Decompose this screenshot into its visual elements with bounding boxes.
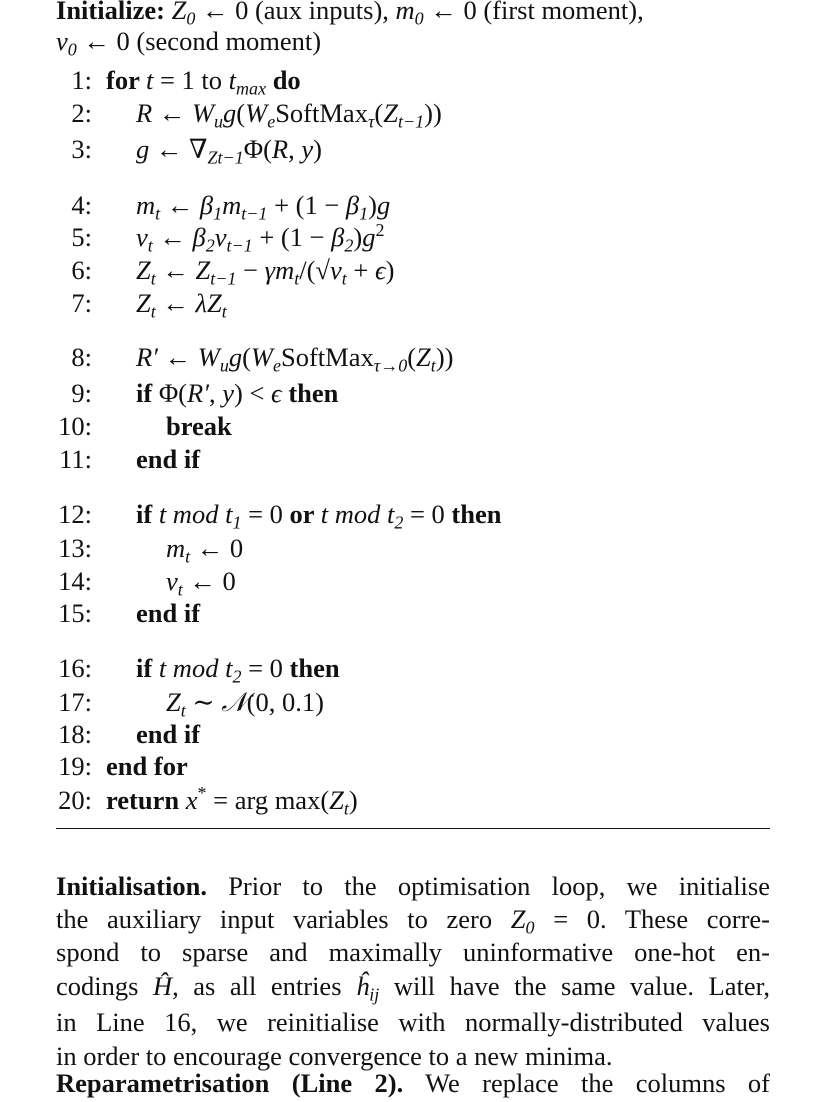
- line-number: 15:: [58, 598, 92, 628]
- math-symbol: W: [250, 342, 273, 372]
- math-symbol: ϵ: [374, 255, 386, 285]
- text: ←: [155, 255, 196, 285]
- text: ∼: [185, 687, 222, 717]
- subscript: t: [430, 355, 436, 376]
- math-symbol: Z: [416, 342, 431, 372]
- text: ): [368, 190, 377, 220]
- algorithm-line: [136, 340, 453, 374]
- math-symbol: t mod t: [158, 499, 233, 529]
- text: ): [353, 222, 363, 252]
- math-symbol: R′: [136, 342, 158, 372]
- line-number: 20:: [58, 785, 92, 815]
- math-symbol: R′: [187, 378, 209, 408]
- subscript: u: [214, 111, 224, 132]
- text: ← 0: [190, 533, 244, 563]
- keyword: if: [136, 653, 159, 683]
- math-symbol: β: [331, 222, 345, 252]
- subscript: 1: [213, 203, 223, 224]
- text: −: [236, 255, 265, 285]
- subscript: 2: [394, 512, 404, 533]
- text: spond to sparse and maximally uninformative one-hot en-: [56, 937, 770, 967]
- text: Prior to the optimisation loop, we initialise: [206, 871, 770, 901]
- text: ←: [160, 190, 200, 220]
- superscript: 2: [375, 220, 385, 241]
- text: Φ(: [243, 134, 272, 164]
- math-symbol: Z: [171, 0, 187, 25]
- text: ←: [155, 288, 196, 318]
- math-symbol: Z: [383, 98, 398, 128]
- math-symbol: β: [199, 190, 214, 220]
- subscript: 2: [205, 235, 215, 256]
- text: (: [374, 98, 384, 128]
- subscript: t: [341, 268, 347, 289]
- algorithm-line: [136, 596, 200, 630]
- subscript: t−1: [210, 268, 237, 289]
- text: ): [385, 255, 395, 285]
- text: = 0: [241, 499, 290, 529]
- text: ← ∇: [149, 134, 208, 164]
- math-symbol: R: [271, 134, 289, 164]
- algorithm-line: [166, 531, 243, 565]
- subscript: t: [180, 700, 186, 721]
- subscript: 0: [414, 8, 424, 29]
- subscript: t: [150, 301, 156, 322]
- line-number: 17:: [58, 687, 92, 717]
- math-symbol: Z: [136, 255, 151, 285]
- keyword: end if: [136, 444, 201, 474]
- text: codings: [56, 971, 153, 1001]
- paragraph-line: [56, 969, 770, 1003]
- line-number: 14:: [58, 566, 92, 596]
- keyword: end for: [106, 751, 188, 781]
- text: in order to encourage convergence to a new minima.: [56, 1041, 613, 1071]
- text: in Line 16, we reinitialise with normally-distributed values: [56, 1007, 770, 1037]
- math-symbol: t mod t: [158, 653, 233, 683]
- math-symbol: Z: [329, 785, 344, 815]
- subscript: τ→0: [373, 355, 408, 376]
- line-number: 2:: [71, 98, 92, 128]
- math-symbol: Z: [195, 255, 211, 285]
- keyword: then: [289, 653, 340, 683]
- algorithm-line: [166, 564, 236, 598]
- math-symbol: v: [136, 222, 148, 252]
- math-symbol: v: [56, 26, 68, 56]
- line-number: 9:: [71, 378, 92, 408]
- keyword: or: [289, 499, 321, 529]
- subscript: t: [155, 203, 161, 224]
- math-symbol: t: [228, 65, 237, 95]
- line-number: 13:: [58, 533, 92, 563]
- subscript: e: [267, 111, 276, 132]
- math-symbol: λZ: [195, 288, 222, 318]
- subscript: max: [236, 78, 267, 99]
- subscript: 0: [525, 917, 535, 938]
- keyword: do: [266, 65, 301, 95]
- text: (: [242, 342, 251, 372]
- math-symbol: ĥ: [356, 971, 370, 1001]
- math-symbol: v: [166, 566, 178, 596]
- algorithm-line: [136, 220, 384, 254]
- text: (: [407, 342, 417, 372]
- math-symbol: v: [329, 255, 342, 285]
- math-symbol: m: [395, 0, 415, 25]
- subscript: t−1: [397, 111, 425, 132]
- text: /(√: [299, 255, 330, 285]
- math-symbol: g: [376, 190, 391, 220]
- subscript: u: [219, 355, 229, 376]
- math-symbol: Z: [166, 687, 181, 717]
- subscript: t: [185, 546, 191, 567]
- text: )): [424, 98, 442, 128]
- text: )): [435, 342, 454, 372]
- math-symbol: g: [362, 222, 376, 252]
- keyword: then: [281, 378, 339, 408]
- algorithm-line: [136, 376, 338, 410]
- text: + (1 −: [267, 190, 346, 220]
- keyword: end if: [136, 719, 201, 749]
- subscript: t−1: [241, 203, 268, 224]
- paragraph-line: [56, 902, 770, 936]
- text: + (1 −: [252, 222, 332, 252]
- math-symbol: β: [345, 190, 360, 220]
- text: ): [313, 134, 322, 164]
- math-symbol: t: [145, 65, 154, 95]
- subscript: 2: [344, 235, 354, 256]
- text: ← 0: [182, 566, 236, 596]
- paragraph-line: [56, 935, 770, 969]
- subscript: τ: [367, 111, 375, 132]
- text: ,: [288, 134, 302, 164]
- math-symbol: Z: [136, 288, 151, 318]
- line-number: 12:: [58, 499, 92, 529]
- math-symbol: 𝒩: [221, 687, 247, 717]
- text: SoftMax: [275, 98, 368, 128]
- keyword: return: [106, 785, 186, 815]
- line-number: 5:: [71, 222, 92, 252]
- algorithm-line: [136, 253, 394, 287]
- math-symbol: R: [136, 98, 153, 128]
- math-symbol: g: [228, 342, 243, 372]
- text: ← 0 (first moment),: [423, 0, 644, 25]
- subscript: t: [150, 268, 156, 289]
- text: = 1 to: [153, 65, 229, 95]
- algorithm-line: [106, 783, 358, 817]
- text: ,: [209, 378, 223, 408]
- text: = 0: [403, 499, 452, 529]
- algorithm-line: [136, 497, 502, 531]
- algorithm-line: [136, 132, 322, 166]
- math-symbol: Ĥ: [152, 971, 173, 1001]
- paragraph-line: [56, 1005, 770, 1039]
- paragraph-line: [56, 1066, 770, 1100]
- paragraph-line: [56, 869, 770, 903]
- subscript: 2: [232, 666, 242, 687]
- text: Φ(: [158, 378, 188, 408]
- text: +: [346, 255, 375, 285]
- text: (0, 0.1): [246, 687, 324, 717]
- line-number: 4:: [71, 190, 92, 220]
- line-number: 11:: [59, 444, 92, 474]
- line-number: 6:: [71, 255, 92, 285]
- algorithm-line: [136, 717, 200, 751]
- math-symbol: x: [185, 785, 198, 815]
- text: ← 0 (second moment): [76, 26, 322, 56]
- line-number: 10:: [58, 411, 92, 441]
- text: ←: [157, 342, 198, 372]
- text: ): [348, 785, 358, 815]
- superscript: *: [197, 783, 207, 804]
- algorithm-line: [106, 749, 188, 783]
- subscript: e: [272, 355, 281, 376]
- line-number: 7:: [71, 288, 92, 318]
- text: ← 0 (aux inputs),: [195, 0, 396, 25]
- algorithm-line: [136, 188, 390, 222]
- line-number: 3:: [71, 134, 92, 164]
- algorithm-line: [136, 96, 442, 130]
- keyword: Reparametrisation (Line 2).: [56, 1068, 404, 1098]
- math-symbol: β: [192, 222, 206, 252]
- keyword: Initialize:: [56, 0, 172, 25]
- initialize-line: [56, 24, 321, 58]
- algorithm-line: [166, 409, 232, 443]
- text: We replace the columns of: [403, 1068, 770, 1098]
- math-symbol: W: [191, 98, 215, 128]
- math-symbol: Z: [510, 904, 526, 934]
- math-symbol: m: [222, 190, 242, 220]
- math-symbol: m: [166, 533, 186, 563]
- subscript: t−1: [226, 235, 253, 256]
- keyword: then: [451, 499, 502, 529]
- algorithm-bottom-rule: [56, 828, 770, 829]
- subscript: 0: [67, 39, 77, 60]
- algorithm-line: [136, 442, 200, 476]
- text: = 0: [241, 653, 290, 683]
- subscript: t: [221, 301, 227, 322]
- keyword: break: [166, 411, 232, 441]
- subscript: 1: [359, 203, 369, 224]
- math-symbol: m: [136, 190, 156, 220]
- math-symbol: γm: [264, 255, 295, 285]
- keyword: if: [136, 378, 159, 408]
- subscript: 0: [186, 8, 196, 29]
- math-symbol: W: [245, 98, 268, 128]
- line-number: 18:: [58, 719, 92, 749]
- initialize-line: [56, 0, 644, 27]
- math-symbol: v: [214, 222, 227, 252]
- text: ←: [152, 222, 193, 252]
- subscript: 1: [232, 512, 242, 533]
- text: ←: [152, 98, 192, 128]
- line-number: 8:: [71, 342, 92, 372]
- math-symbol: y: [301, 134, 314, 164]
- line-number: 16:: [58, 653, 92, 683]
- math-symbol: t mod t: [320, 499, 395, 529]
- text: = arg max(: [206, 785, 330, 815]
- subscript: ij: [369, 984, 380, 1005]
- text: (: [236, 98, 246, 128]
- text: = 0. These corre-: [534, 904, 770, 934]
- text: , as all entries: [172, 971, 357, 1001]
- keyword: end if: [136, 598, 201, 628]
- text: the auxiliary input variables to zero: [56, 904, 511, 934]
- keyword: Initialisation.: [56, 871, 207, 901]
- math-symbol: g: [136, 134, 150, 164]
- text: SoftMax: [280, 342, 374, 372]
- subscript: t: [294, 268, 300, 289]
- algorithm-line: [106, 63, 301, 97]
- algorithm-line: [166, 685, 324, 719]
- text: ) <: [234, 378, 272, 408]
- math-symbol: W: [197, 342, 220, 372]
- keyword: if: [136, 499, 159, 529]
- math-symbol: ϵ: [271, 378, 282, 408]
- subscript: t: [343, 798, 349, 819]
- line-number: 1:: [71, 65, 92, 95]
- math-symbol: g: [223, 98, 237, 128]
- math-symbol: y: [222, 378, 235, 408]
- subscript: t: [147, 235, 153, 256]
- line-number: 19:: [58, 751, 92, 781]
- subscript: t: [177, 579, 183, 600]
- keyword: for: [106, 65, 146, 95]
- text: will have the same value. Later,: [379, 971, 771, 1001]
- subscript: Zt−1: [207, 147, 244, 168]
- algorithm-line: [136, 286, 227, 320]
- algorithm-line: [136, 651, 340, 685]
